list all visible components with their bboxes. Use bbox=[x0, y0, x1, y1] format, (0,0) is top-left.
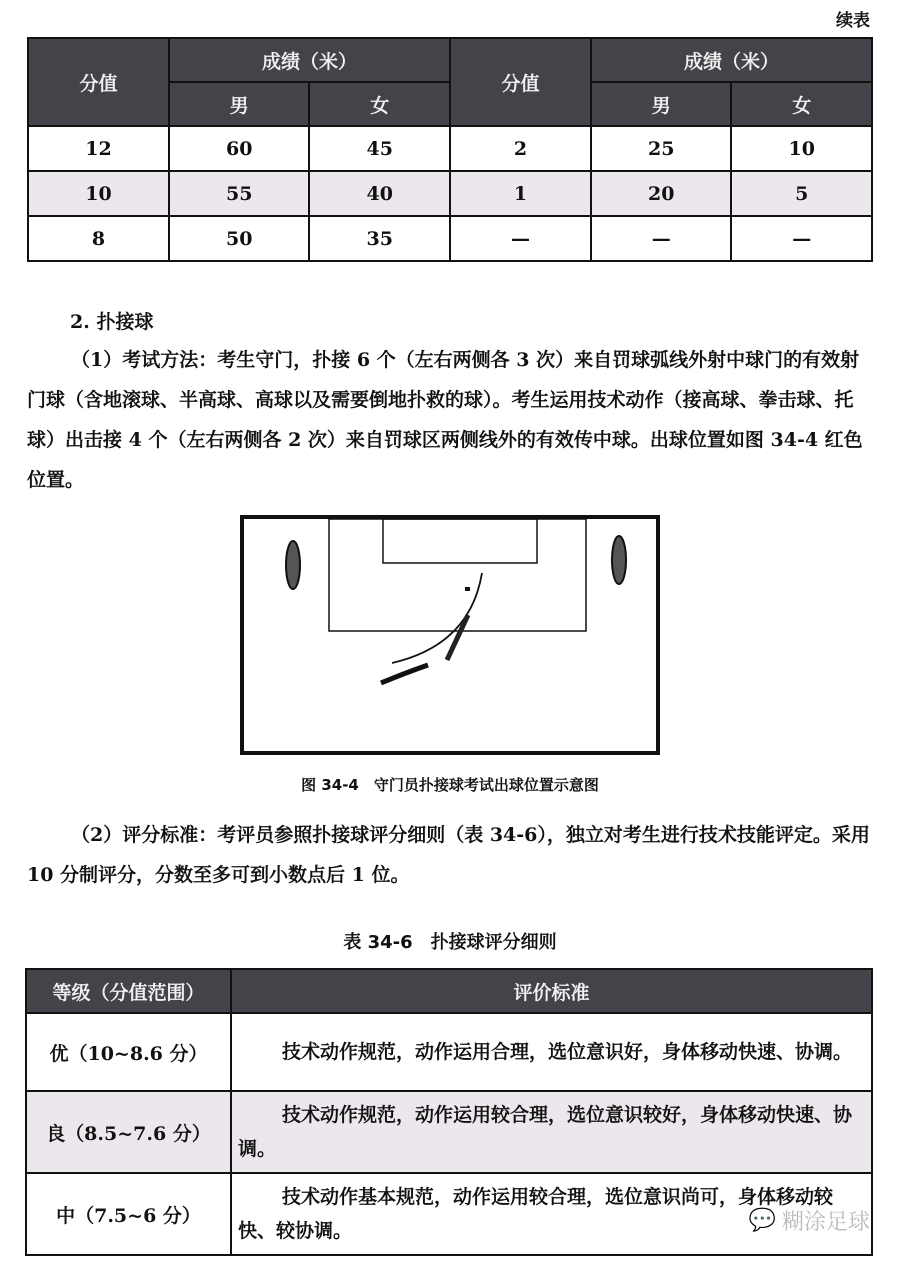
cell: 60 bbox=[169, 126, 309, 171]
paragraph-method: （1）考试方法：考生守门，扑接 6 个（左右两侧各 3 次）来自罚球弧线外射中球门的有效射门球（含地滚球、半高球、高球以及需要倒地扑救的球）。考生运用技术动作（接高球、拳击球、托球）出击接 4 个（左右两侧各 2 次）来自罚球区两侧线外的有效传中球。出球位置如图 34-4 红色位置。 bbox=[27, 349, 863, 491]
table-row bbox=[26, 1173, 872, 1255]
score-table bbox=[27, 37, 873, 262]
criteria-cell: 技术动作基本规范，动作运用较合理，选位意识尚可，身体移动较快、较协调。 bbox=[231, 1173, 872, 1255]
table-row bbox=[28, 126, 872, 171]
figure-caption: 图 34-4 守门员扑接球考试出球位置示意图 bbox=[301, 776, 599, 794]
cell: 40 bbox=[309, 171, 450, 216]
cell: 45 bbox=[309, 126, 450, 171]
criteria-cell: 技术动作规范，动作运用较合理，选位意识较好，身体移动快速、协调。 bbox=[231, 1091, 872, 1173]
cell: 10 bbox=[28, 171, 169, 216]
cell: 50 bbox=[169, 216, 309, 261]
criteria-cell: 技术动作规范，动作运用合理，选位意识好，身体移动快速、协调。 bbox=[231, 1013, 872, 1091]
cell: — bbox=[450, 216, 591, 261]
section-title: 2. 扑接球 bbox=[70, 311, 154, 333]
header-result-2: 成绩（米） bbox=[591, 38, 872, 82]
header-grade: 等级（分值范围） bbox=[26, 969, 231, 1013]
watermark bbox=[749, 1205, 870, 1236]
grade-cell: 优（10~8.6 分） bbox=[26, 1013, 231, 1091]
cell: 2 bbox=[450, 126, 591, 171]
cell: 1 bbox=[450, 171, 591, 216]
cell: — bbox=[731, 216, 872, 261]
header-male: 男 bbox=[169, 82, 309, 126]
cell: — bbox=[591, 216, 731, 261]
evaluation-table bbox=[25, 968, 873, 1256]
cell: 5 bbox=[731, 171, 872, 216]
goal-area-diagram bbox=[240, 515, 660, 755]
header-criteria: 评价标准 bbox=[231, 969, 872, 1013]
table-row bbox=[26, 1013, 872, 1091]
cell: 35 bbox=[309, 216, 450, 261]
continuation-label: 续表 bbox=[836, 11, 870, 31]
cell: 55 bbox=[169, 171, 309, 216]
header-female: 女 bbox=[309, 82, 450, 126]
table-row bbox=[26, 1091, 872, 1173]
cell: 10 bbox=[731, 126, 872, 171]
grade-cell: 中（7.5~6 分） bbox=[26, 1173, 231, 1255]
cell: 20 bbox=[591, 171, 731, 216]
grade-cell: 良（8.5~7.6 分） bbox=[26, 1091, 231, 1173]
header-male-2: 男 bbox=[591, 82, 731, 126]
watermark-text: 糊涂足球 bbox=[781, 1210, 870, 1235]
table-row bbox=[28, 216, 872, 261]
header-result: 成绩（米） bbox=[169, 38, 450, 82]
header-score-2: 分值 bbox=[450, 38, 591, 126]
cell: 8 bbox=[28, 216, 169, 261]
table-row bbox=[28, 171, 872, 216]
header-score: 分值 bbox=[28, 38, 169, 126]
wechat-icon: 💬 bbox=[748, 1208, 776, 1233]
paragraph-scoring: （2）评分标准：考评员参照扑接球评分细则（表 34-6），独立对考生进行技术技能评定。采用 10 分制评分，分数至多可到小数点后 1 位。 bbox=[27, 824, 870, 886]
cell: 12 bbox=[28, 126, 169, 171]
header-female-2: 女 bbox=[731, 82, 872, 126]
cell: 25 bbox=[591, 126, 731, 171]
table-caption: 表 34-6 扑接球评分细则 bbox=[343, 932, 557, 953]
